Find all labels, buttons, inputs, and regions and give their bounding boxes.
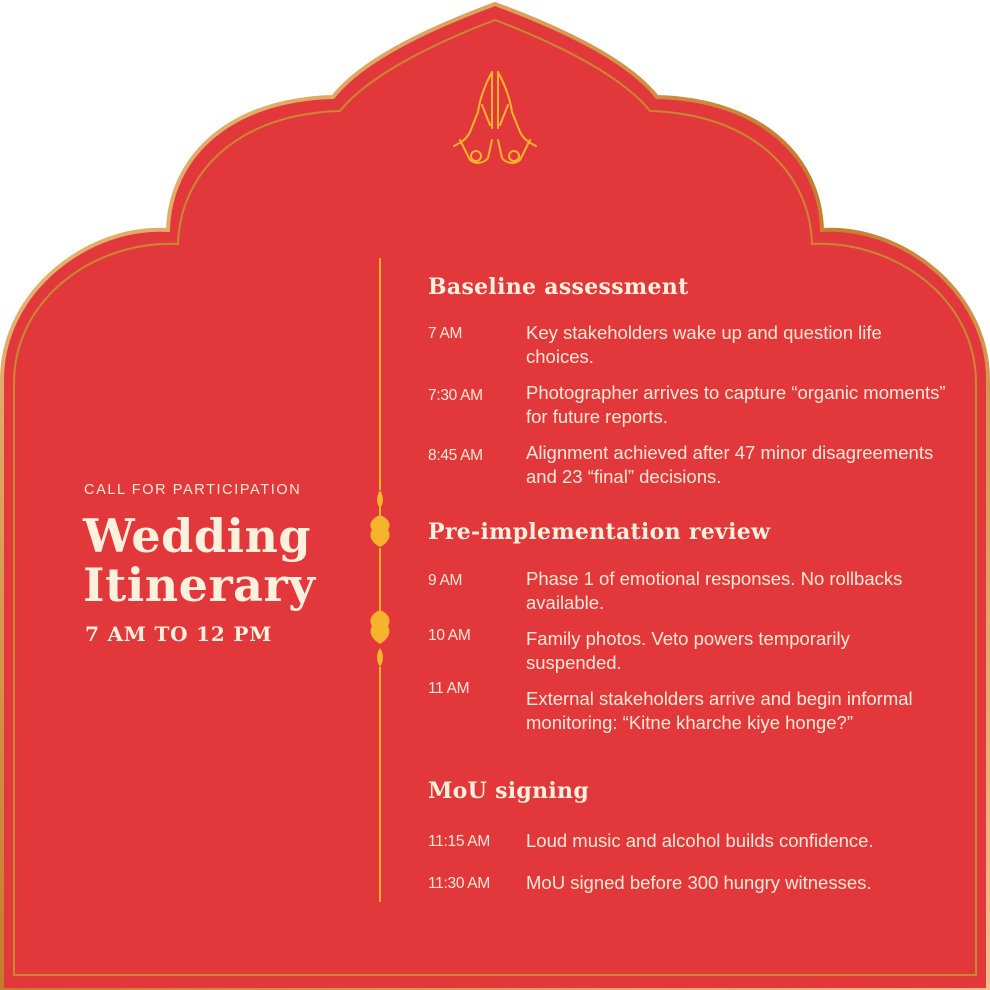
item-text: MoU signed before 300 hungry witnesses. bbox=[526, 872, 872, 893]
section-title: Pre-implementation review bbox=[428, 519, 771, 545]
item-time: 7:30 AM bbox=[428, 387, 483, 404]
item-time: 10 AM bbox=[428, 627, 471, 644]
section-title: MoU signing bbox=[428, 778, 590, 804]
item-time: 11 AM bbox=[428, 680, 470, 697]
time-range-subtitle: 7 AM TO 12 PM bbox=[85, 622, 273, 646]
item-time: 11:15 AM bbox=[428, 833, 490, 850]
item-time: 11:30 AM bbox=[428, 875, 490, 892]
item-text: Phase 1 of emotional responses. No rollbacks available. bbox=[526, 568, 903, 613]
item-text: Photographer arrives to capture “organic moments” for future reports. bbox=[526, 382, 946, 427]
item-text: Family photos. Veto powers temporarily suspended. bbox=[526, 628, 850, 673]
section-title: Baseline assessment bbox=[428, 274, 689, 300]
item-text: Loud music and alcohol builds confidence. bbox=[526, 830, 874, 851]
page-title bbox=[83, 509, 316, 612]
title-line-1: Wedding bbox=[83, 509, 312, 563]
item-text: Alignment achieved after 47 minor disagreements and 23 “final” decisions. bbox=[526, 442, 934, 487]
item-text: External stakeholders arrive and begin informal monitoring: “Kitne kharche kiye honge?” bbox=[526, 688, 913, 733]
item-time: 8:45 AM bbox=[428, 447, 483, 464]
item-time: 9 AM bbox=[428, 572, 463, 589]
item-time: 7 AM bbox=[428, 325, 463, 342]
title-line-2: Itinerary bbox=[83, 558, 316, 612]
item-text: Key stakeholders wake up and question life choices. bbox=[526, 322, 882, 367]
call-for-participation-label: CALL FOR PARTICIPATION bbox=[84, 482, 302, 498]
